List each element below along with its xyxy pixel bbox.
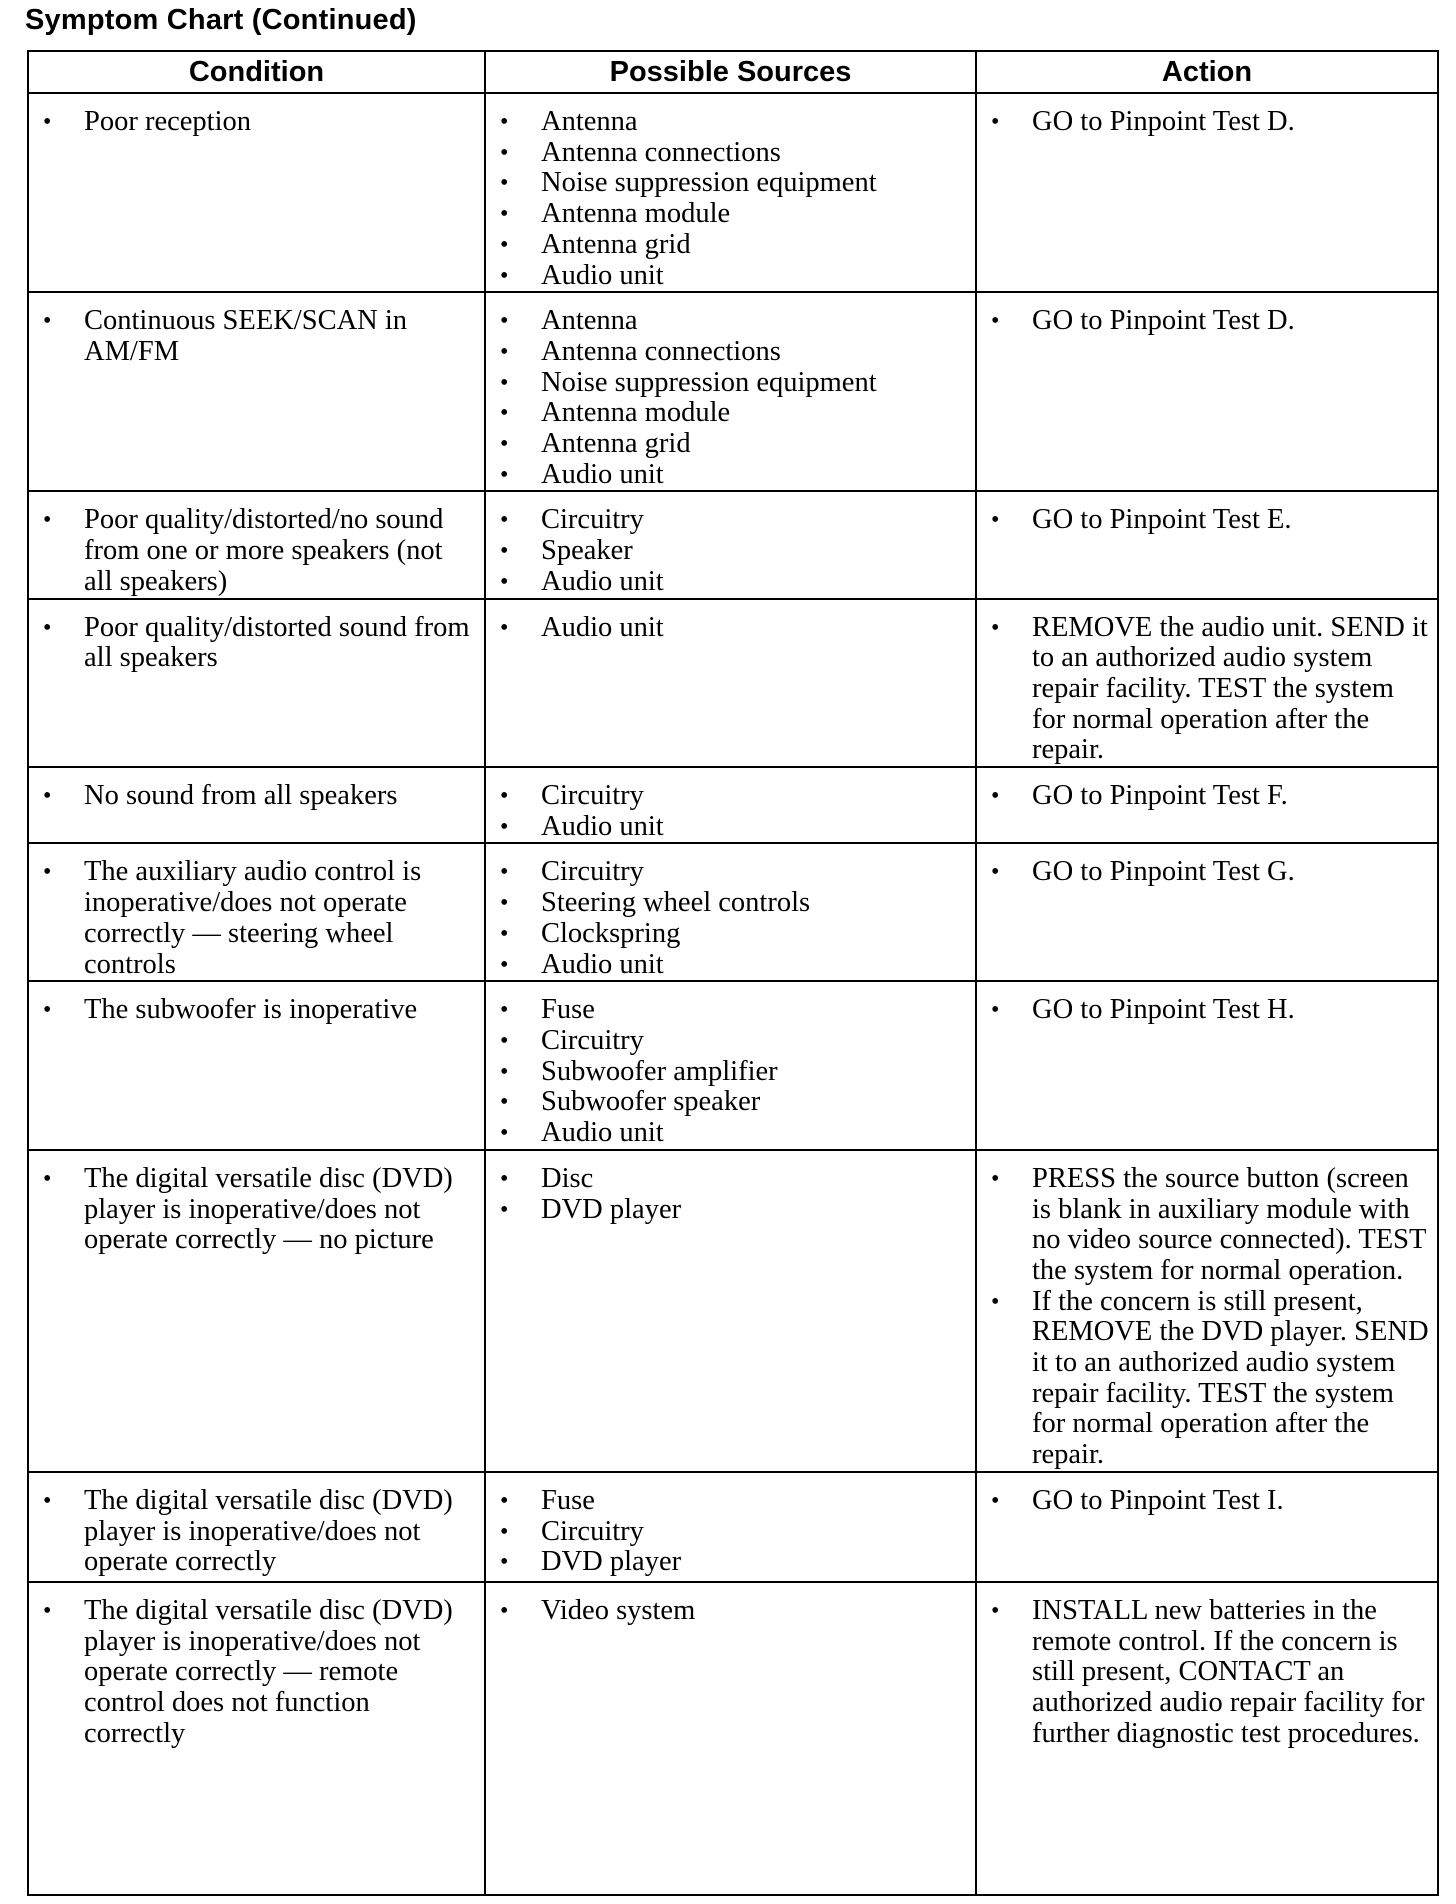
table-row xyxy=(28,981,1438,1150)
header-condition: Condition xyxy=(28,51,485,93)
table-row xyxy=(28,93,1438,292)
list-item: • REMOVE the audio unit. SEND it to an authorized audio system repair facility. TEST the system for normal operation after the repair. xyxy=(977,613,1429,767)
list-item: • Antenna grid xyxy=(486,230,967,261)
list-item: • GO to Pinpoint Test D. xyxy=(977,107,1429,138)
symptom-table xyxy=(27,50,1439,1896)
list-item: • Antenna xyxy=(486,107,967,138)
list-item: • Poor reception xyxy=(29,107,476,138)
list-item: • If the concern is still present, REMOVE the DVD player. SEND it to an authorized audio system repair facility. TEST the system for normal operation after the repair. xyxy=(977,1287,1429,1471)
table-row xyxy=(28,1150,1438,1472)
table-row xyxy=(28,599,1438,768)
list-item: • Fuse xyxy=(486,1486,967,1517)
list-item: • DVD player xyxy=(486,1547,967,1578)
table-row xyxy=(28,767,1438,843)
condition-cell xyxy=(28,599,485,768)
table-row xyxy=(28,491,1438,598)
sources-cell xyxy=(485,1472,976,1582)
sources-cell xyxy=(485,981,976,1150)
condition-cell xyxy=(28,1582,485,1895)
list-item: • Circuitry xyxy=(486,857,967,888)
list-item: • Speaker xyxy=(486,536,967,567)
list-item: • GO to Pinpoint Test G. xyxy=(977,857,1429,888)
list-item: • The digital versatile disc (DVD) player is inoperative/does not operate correctly — no picture xyxy=(29,1164,476,1256)
list-item: • Continuous SEEK/SCAN in AM/FM xyxy=(29,306,476,367)
sources-cell xyxy=(485,599,976,768)
sources-cell xyxy=(485,1150,976,1472)
list-item: • PRESS the source button (screen is blank in auxiliary module with no video source connected). TEST the system for normal operation. xyxy=(977,1164,1429,1287)
action-cell xyxy=(976,767,1438,843)
list-item: • Poor quality/distorted/no sound from one or more speakers (not all speakers) xyxy=(29,505,476,597)
list-item: • Audio unit xyxy=(486,567,967,598)
list-item: • DVD player xyxy=(486,1195,967,1226)
list-item: • GO to Pinpoint Test F. xyxy=(977,781,1429,812)
list-item: • Antenna connections xyxy=(486,138,967,169)
condition-cell xyxy=(28,767,485,843)
list-item: • Antenna connections xyxy=(486,337,967,368)
list-item: • Audio unit xyxy=(486,613,967,644)
list-item: • GO to Pinpoint Test H. xyxy=(977,995,1429,1026)
list-item: • Clockspring xyxy=(486,919,967,950)
header-possible-sources: Possible Sources xyxy=(485,51,976,93)
list-item: • GO to Pinpoint Test D. xyxy=(977,306,1429,337)
list-item: • GO to Pinpoint Test E. xyxy=(977,505,1429,536)
action-cell xyxy=(976,981,1438,1150)
list-item: • Audio unit xyxy=(486,812,967,843)
action-cell xyxy=(976,1472,1438,1582)
list-item: • The auxiliary audio control is inoperative/does not operate correctly — steering wheel controls xyxy=(29,857,476,980)
action-cell xyxy=(976,843,1438,981)
action-cell xyxy=(976,292,1438,491)
list-item: • Audio unit xyxy=(486,1118,967,1149)
list-item: • Circuitry xyxy=(486,1517,967,1548)
list-item: • Antenna module xyxy=(486,398,967,429)
list-item: • Disc xyxy=(486,1164,967,1195)
action-cell xyxy=(976,1582,1438,1895)
sources-cell xyxy=(485,843,976,981)
header-action: Action xyxy=(976,51,1438,93)
condition-cell xyxy=(28,843,485,981)
chart-title: Symptom Chart (Continued) xyxy=(25,4,417,36)
list-item: • Circuitry xyxy=(486,1026,967,1057)
table-row xyxy=(28,292,1438,491)
list-item: • Steering wheel controls xyxy=(486,888,967,919)
action-cell xyxy=(976,1150,1438,1472)
list-item: • Circuitry xyxy=(486,781,967,812)
list-item: • Noise suppression equipment xyxy=(486,368,967,399)
list-item: • Audio unit xyxy=(486,261,967,292)
sources-cell xyxy=(485,1582,976,1895)
list-item: • Circuitry xyxy=(486,505,967,536)
list-item: • GO to Pinpoint Test I. xyxy=(977,1486,1429,1517)
action-cell xyxy=(976,491,1438,598)
list-item: • Fuse xyxy=(486,995,967,1026)
table-row xyxy=(28,1582,1438,1895)
list-item: • Audio unit xyxy=(486,460,967,491)
condition-cell xyxy=(28,981,485,1150)
table-row xyxy=(28,1472,1438,1582)
table-row xyxy=(28,843,1438,981)
action-cell xyxy=(976,93,1438,292)
list-item: • Antenna grid xyxy=(486,429,967,460)
list-item: • The digital versatile disc (DVD) player is inoperative/does not operate correctly xyxy=(29,1486,476,1578)
list-item: • Video system xyxy=(486,1596,967,1627)
header-row xyxy=(28,51,1438,93)
list-item: • The digital versatile disc (DVD) player is inoperative/does not operate correctly — remote control does not function correctly xyxy=(29,1596,476,1750)
list-item: • Poor quality/distorted sound from all speakers xyxy=(29,613,476,674)
list-item: • INSTALL new batteries in the remote control. If the concern is still present, CONTACT an authorized audio repair facility for further diagnostic test procedures. xyxy=(977,1596,1429,1750)
list-item: • Antenna xyxy=(486,306,967,337)
condition-cell xyxy=(28,491,485,598)
condition-cell xyxy=(28,1472,485,1582)
condition-cell xyxy=(28,93,485,292)
list-item: • Antenna module xyxy=(486,199,967,230)
sources-cell xyxy=(485,292,976,491)
list-item: • Subwoofer speaker xyxy=(486,1087,967,1118)
sources-cell xyxy=(485,767,976,843)
list-item: • The subwoofer is inoperative xyxy=(29,995,476,1026)
condition-cell xyxy=(28,1150,485,1472)
list-item: • Subwoofer amplifier xyxy=(486,1057,967,1088)
list-item: • Audio unit xyxy=(486,950,967,981)
list-item: • Noise suppression equipment xyxy=(486,168,967,199)
list-item: • No sound from all speakers xyxy=(29,781,476,812)
sources-cell xyxy=(485,491,976,598)
action-cell xyxy=(976,599,1438,768)
sources-cell xyxy=(485,93,976,292)
condition-cell xyxy=(28,292,485,491)
